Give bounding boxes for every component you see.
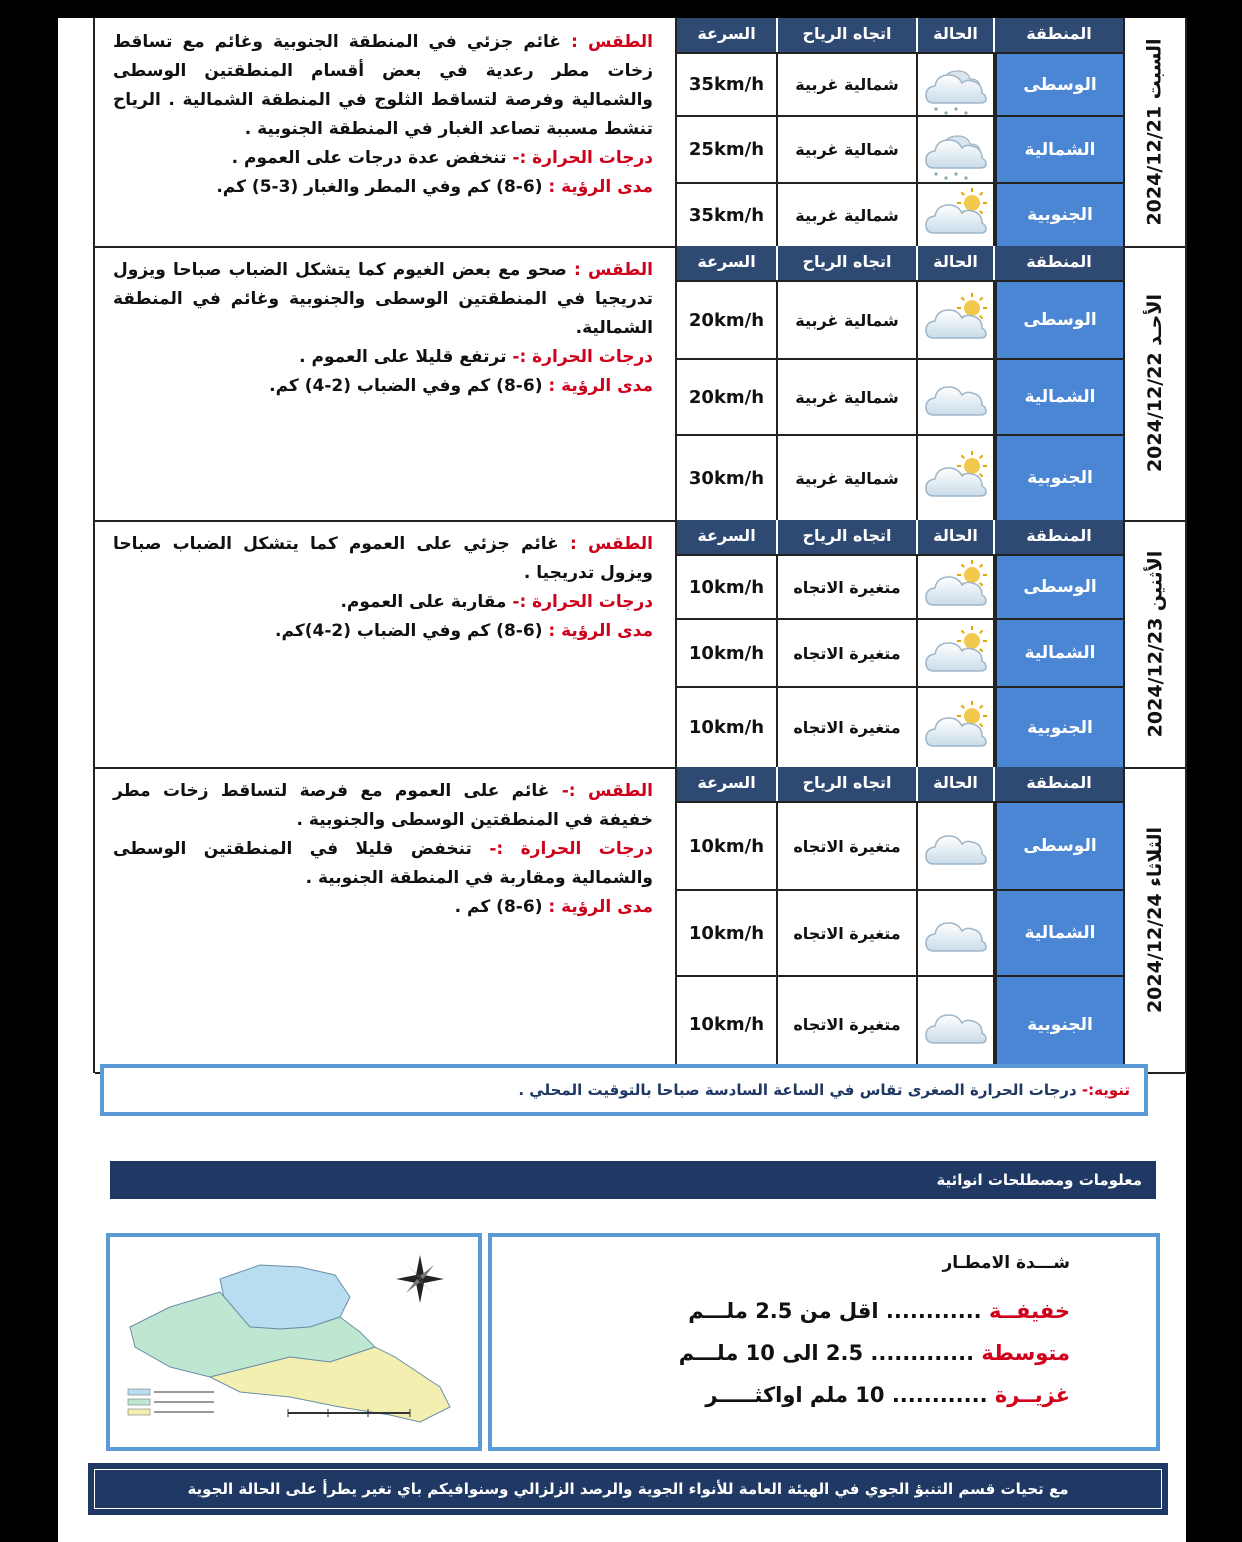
rain-level-heavy — [705, 1383, 1070, 1407]
wind-speed: 30km/h — [677, 436, 778, 520]
header-state: الحالة — [918, 246, 995, 280]
partly-cloudy-icon — [920, 288, 992, 352]
temperature-line: درجات الحرارة :- ترتفع قليلا على العموم . — [299, 347, 653, 367]
weather-state — [918, 620, 995, 686]
rain-intensity-box — [488, 1233, 1160, 1451]
wind-direction: شمالية غربية — [778, 184, 918, 246]
temperature-line: درجات الحرارة :- تنخفض عدة درجات على العموم . — [231, 148, 653, 168]
header-region: المنطقة — [995, 18, 1123, 52]
day-description — [95, 18, 677, 246]
wind-speed: 10km/h — [677, 803, 778, 889]
rain-cloud-icon — [920, 53, 992, 117]
wind-speed: 10km/h — [677, 620, 778, 686]
table-row — [677, 801, 1123, 889]
day-description — [95, 246, 677, 520]
weather-state — [918, 360, 995, 434]
temperature-line: درجات الحرارة :- تنخفض قليلا في المنطقتين الوسطى والشمالية ومقاربة في المنطقة الجنوبية . — [113, 839, 653, 888]
rain-level-moderate — [679, 1341, 1070, 1365]
wind-direction: شمالية غربية — [778, 117, 918, 182]
cloud-icon — [920, 993, 992, 1057]
day-date — [1123, 767, 1185, 1072]
region-name: الشمالية — [995, 620, 1123, 686]
region-name: الشمالية — [995, 891, 1123, 975]
table-row — [677, 115, 1123, 182]
partly-cloudy-icon — [920, 446, 992, 510]
date-label: الثلاثاء 2024/12/24 — [1144, 826, 1167, 1013]
map-graphic — [110, 1237, 478, 1447]
table-row — [677, 280, 1123, 358]
forecast-day — [95, 18, 1185, 248]
wind-speed: 10km/h — [677, 556, 778, 618]
weather-state — [918, 54, 995, 115]
map-legend — [128, 1389, 214, 1415]
day-date — [1123, 18, 1185, 246]
region-name: الجنوبية — [995, 436, 1123, 520]
forecast-day — [95, 767, 1185, 1074]
header-speed: السرعة — [677, 767, 778, 801]
table-row — [677, 554, 1123, 618]
partly-cloudy-icon — [920, 621, 992, 685]
wind-speed: 35km/h — [677, 184, 778, 246]
wind-direction: متغيرة الاتجاه — [778, 977, 918, 1072]
partly-cloudy-icon — [920, 183, 992, 247]
table-row — [677, 889, 1123, 975]
rain-level-desc: ............. 2.5 الى 10 ملـــم — [678, 1341, 975, 1365]
weather-state — [918, 117, 995, 182]
wind-direction: متغيرة الاتجاه — [778, 620, 918, 686]
header-direction: اتجاه الرياح — [778, 520, 918, 554]
wind-speed: 25km/h — [677, 117, 778, 182]
rain-title: شـــدة الامطـار — [942, 1253, 1070, 1273]
region-grid — [677, 18, 1123, 246]
header-speed: السرعة — [677, 246, 778, 280]
partly-cloudy-icon — [920, 555, 992, 619]
table-row — [677, 182, 1123, 246]
cloud-icon — [920, 814, 992, 878]
weather-line: الطقس : غائم جزئي على العموم كما يتشكل الضباب صباحا ويزول تدريجيا . — [113, 534, 653, 583]
weather-line: الطقس : صحو مع بعض الغيوم كما يتشكل الضباب صباحا ويزول تدريجيا في المنطقتين الوسطى والجنوبية وغائم في المنطقة الشمالية. — [113, 260, 653, 338]
region-name: الجنوبية — [995, 184, 1123, 246]
table-row — [677, 434, 1123, 520]
header-state: الحالة — [918, 767, 995, 801]
region-name: الوسطى — [995, 803, 1123, 889]
weather-state — [918, 891, 995, 975]
header-region: المنطقة — [995, 520, 1123, 554]
header-direction: اتجاه الرياح — [778, 767, 918, 801]
wind-direction: شمالية غربية — [778, 436, 918, 520]
wind-direction: متغيرة الاتجاه — [778, 891, 918, 975]
visibility-line: مدى الرؤية : (6-8) كم وفي الضباب (2-4) كم. — [269, 376, 653, 396]
temperature-line: درجات الحرارة :- مقاربة على العموم. — [340, 592, 653, 612]
region-name: الوسطى — [995, 556, 1123, 618]
region-grid — [677, 767, 1123, 1072]
rain-level-name: متوسطة — [981, 1341, 1070, 1365]
visibility-line: مدى الرؤية : (6-8) كم وفي الضباب (2-4)كم. — [275, 621, 653, 641]
region-name: الشمالية — [995, 117, 1123, 182]
header-speed: السرعة — [677, 18, 778, 52]
rain-cloud-icon — [920, 118, 992, 182]
day-date — [1123, 520, 1185, 767]
wind-direction: متغيرة الاتجاه — [778, 688, 918, 767]
region-name: الوسطى — [995, 54, 1123, 115]
weather-state — [918, 688, 995, 767]
partly-cloudy-icon — [920, 696, 992, 760]
footer-bar — [88, 1463, 1168, 1515]
wind-direction: شمالية غربية — [778, 282, 918, 358]
weather-line: الطقس :- غائم على العموم مع فرصة لتساقط زخات مطر خفيفة في المنطقتين الوسطى والجنوبية . — [113, 781, 653, 830]
wind-speed: 35km/h — [677, 54, 778, 115]
header-region: المنطقة — [995, 246, 1123, 280]
forecast-table — [93, 18, 1187, 1073]
region-name: الجنوبية — [995, 977, 1123, 1072]
wind-direction: متغيرة الاتجاه — [778, 556, 918, 618]
weather-state — [918, 436, 995, 520]
wind-speed: 20km/h — [677, 282, 778, 358]
table-row — [677, 52, 1123, 115]
wind-speed: 10km/h — [677, 688, 778, 767]
compass-icon — [396, 1255, 444, 1303]
visibility-line: مدى الرؤية : (6-8) كم . — [454, 897, 653, 917]
table-row — [677, 975, 1123, 1072]
rain-level-light — [688, 1299, 1070, 1323]
wind-speed: 10km/h — [677, 977, 778, 1072]
table-row — [677, 686, 1123, 767]
weather-state — [918, 184, 995, 246]
region-grid — [677, 520, 1123, 767]
footer-text: مع تحيات قسم التنبؤ الجوي في الهيئة العامة للأنواء الجوية والرصد الزلزالي وسنوافيكم باي تغير يطرأ على الحالة الجوية — [94, 1469, 1162, 1509]
date-label: الأحـد 2024/12/22 — [1144, 293, 1166, 473]
iraq-region-map — [106, 1233, 482, 1451]
weather-state — [918, 977, 995, 1072]
weather-state — [918, 803, 995, 889]
region-name: الجنوبية — [995, 688, 1123, 767]
date-label: السبت 2024/12/21 — [1144, 38, 1167, 226]
header-direction: اتجاه الرياح — [778, 18, 918, 52]
table-row — [677, 618, 1123, 686]
rain-level-desc: ............ اقل من 2.5 ملـــم — [688, 1299, 982, 1323]
day-date — [1123, 246, 1185, 520]
weather-state — [918, 282, 995, 358]
day-description — [95, 520, 677, 767]
wind-direction: شمالية غربية — [778, 54, 918, 115]
wind-speed: 20km/h — [677, 360, 778, 434]
forecast-page — [58, 18, 1186, 1542]
forecast-day — [95, 246, 1185, 522]
forecast-day — [95, 520, 1185, 769]
info-title-bar: معلومات ومصطلحات انوائية — [110, 1161, 1156, 1199]
note-label: تنويه:- — [1081, 1081, 1130, 1099]
region-grid — [677, 246, 1123, 520]
wind-speed: 10km/h — [677, 891, 778, 975]
rain-level-name: غزيــرة — [994, 1383, 1070, 1407]
rain-level-name: خفيفــة — [988, 1299, 1070, 1323]
date-label: الأثنين 2024/12/23 — [1144, 550, 1167, 737]
note-box — [100, 1064, 1148, 1116]
day-description — [95, 767, 677, 1072]
region-name: الوسطى — [995, 282, 1123, 358]
cloud-icon — [920, 365, 992, 429]
note-text: درجات الحرارة الصغرى تقاس في الساعة السادسة صباحا بالتوقيت المحلي . — [518, 1081, 1077, 1099]
wind-direction: شمالية غربية — [778, 360, 918, 434]
header-speed: السرعة — [677, 520, 778, 554]
header-region: المنطقة — [995, 767, 1123, 801]
table-row — [677, 358, 1123, 434]
weather-line: الطقس : غائم جزئي في المنطقة الجنوبية وغائم مع تساقط زخات مطر رعدية في بعض أقسام المنطقتين الوسطى والشمالية وفرصة لتساقط الثلوج في المنطقة الشمالية . الرياح تنشط مسببة تصاعد الغبار في المنطقة الجنوبية . — [113, 32, 653, 139]
header-direction: اتجاه الرياح — [778, 246, 918, 280]
header-state: الحالة — [918, 18, 995, 52]
weather-state — [918, 556, 995, 618]
visibility-line: مدى الرؤية : (6-8) كم وفي المطر والغبار (3-5) كم. — [216, 177, 653, 197]
rain-level-desc: ............ 10 ملم اواكثـــــر — [705, 1383, 988, 1407]
cloud-icon — [920, 901, 992, 965]
header-state: الحالة — [918, 520, 995, 554]
wind-direction: متغيرة الاتجاه — [778, 803, 918, 889]
region-name: الشمالية — [995, 360, 1123, 434]
